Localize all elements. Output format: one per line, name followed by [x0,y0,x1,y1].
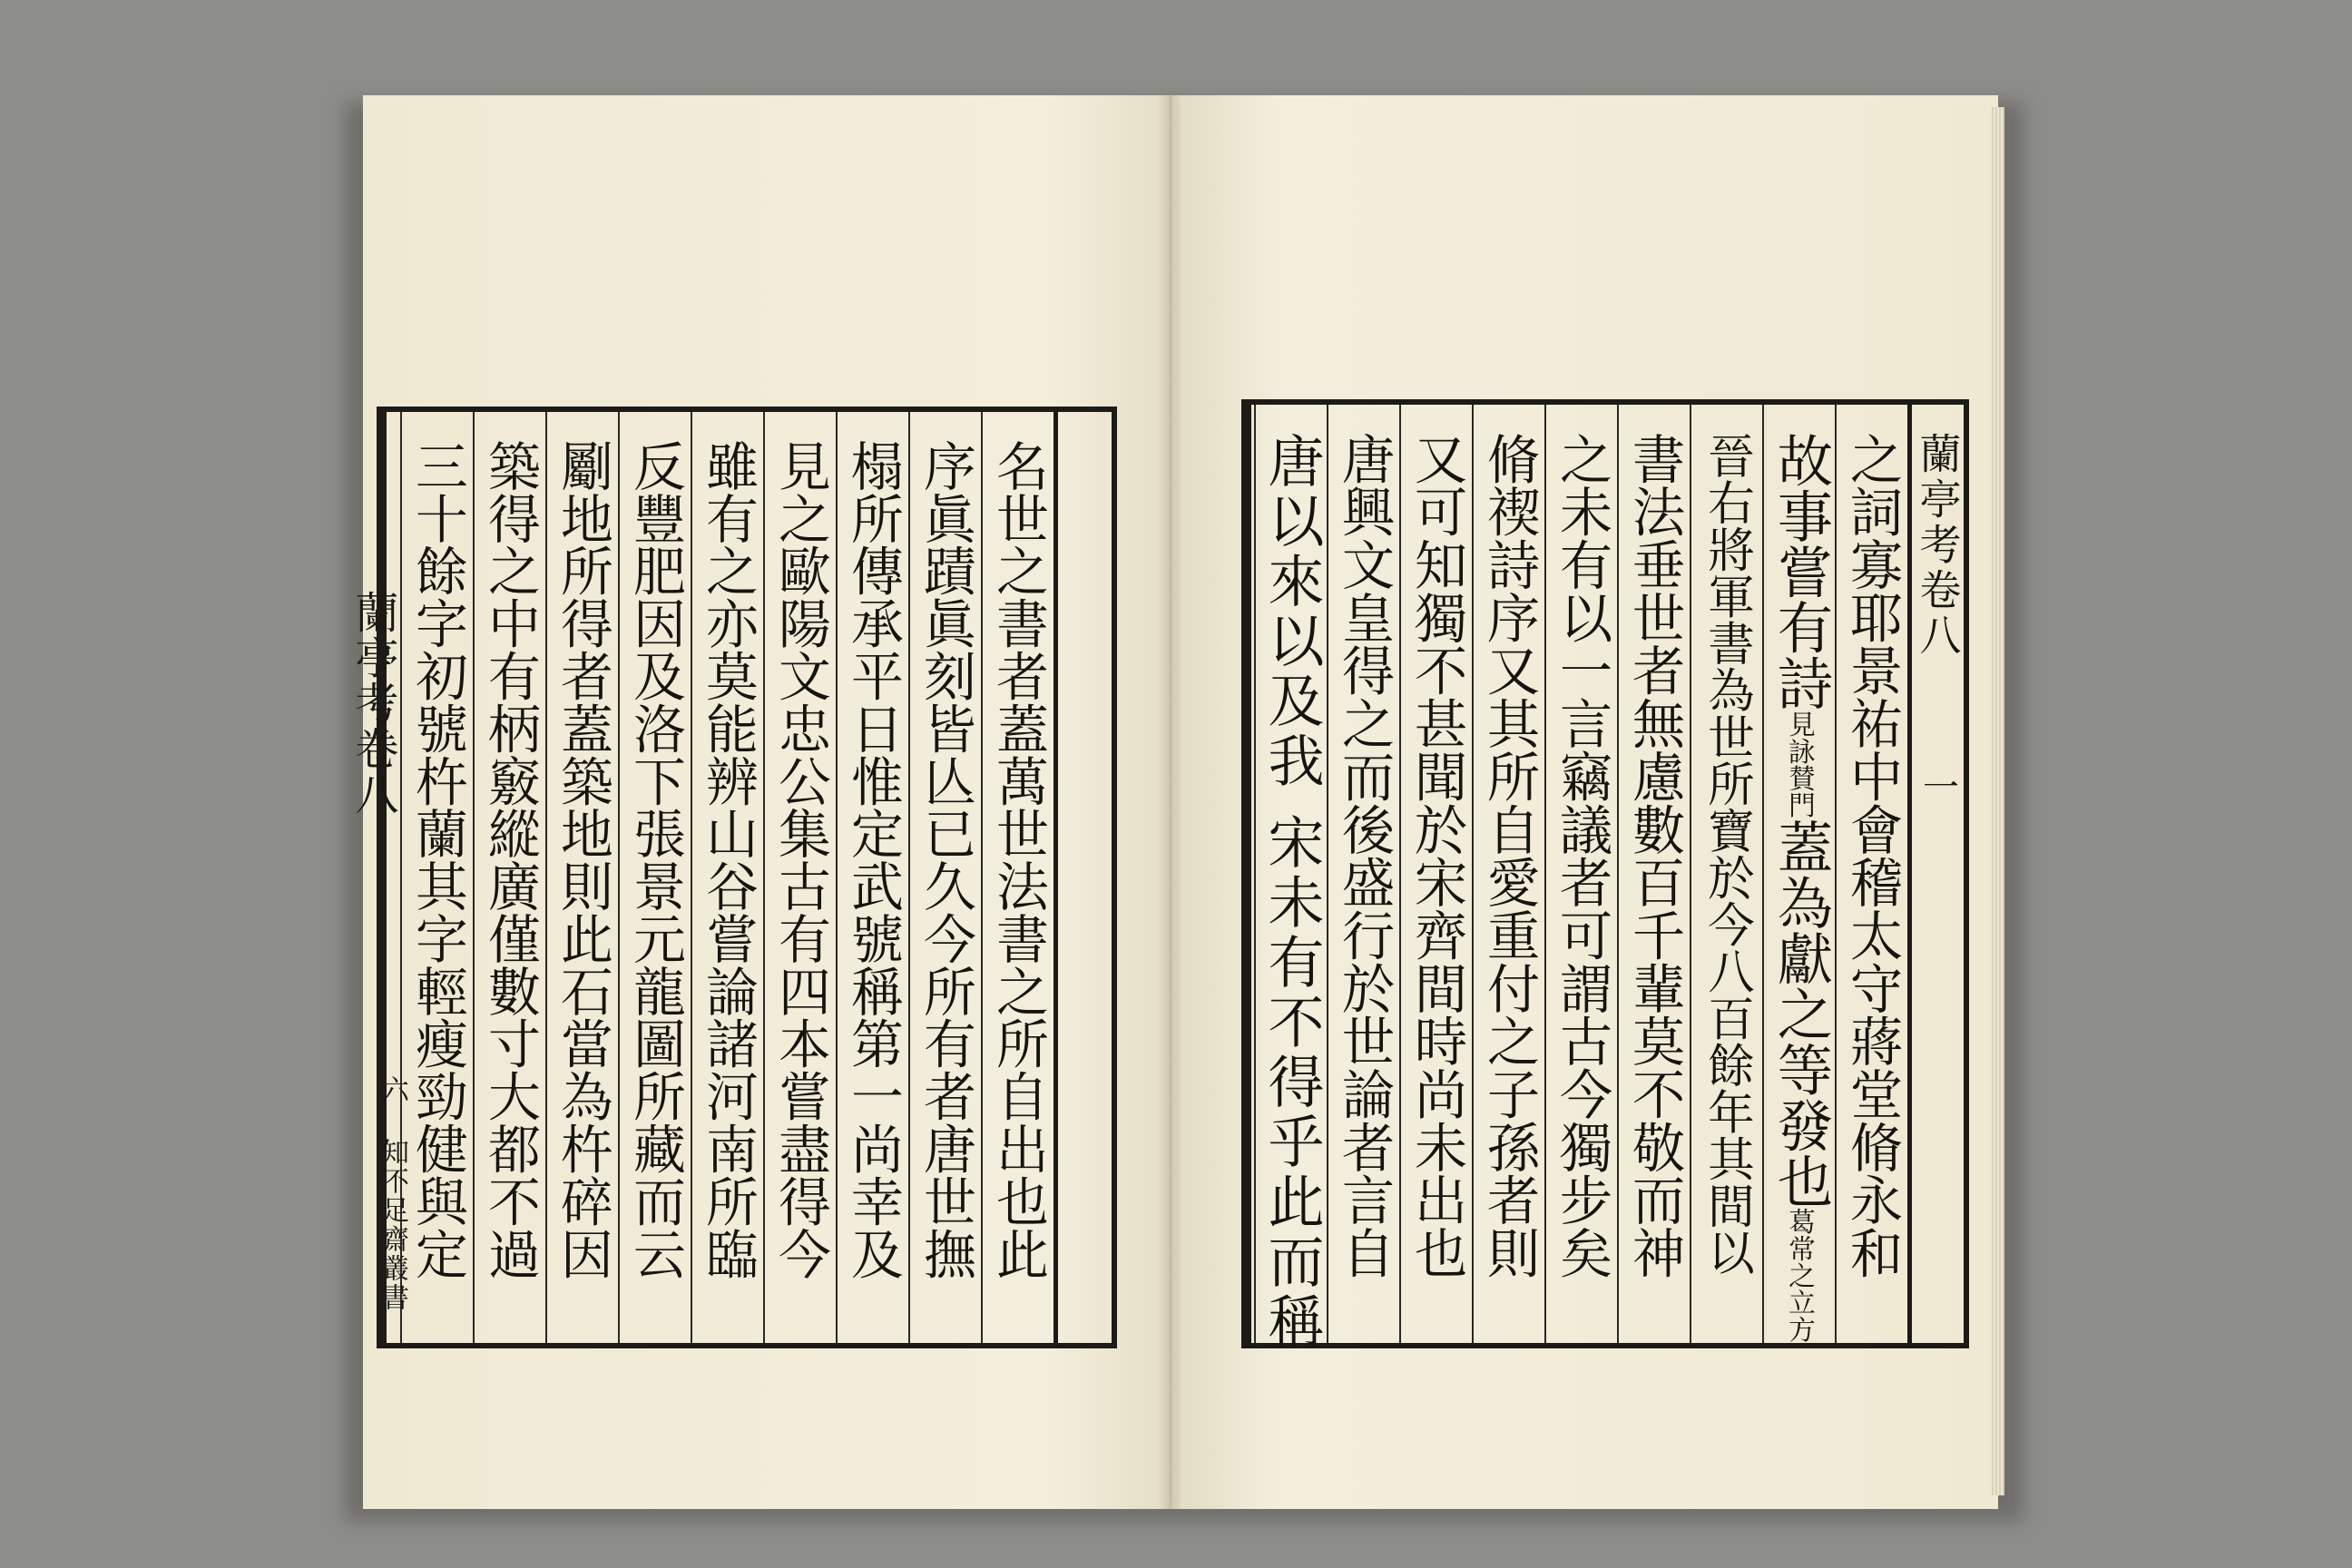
text-column: 之詞寡耶景祐中會稽太守蔣堂脩永和 [1841,432,1903,1279]
left-col-2 [908,412,981,1343]
annotation-note: 葛常之立方 [1784,1208,1816,1343]
right-title-strip [1907,405,1964,1343]
left-col-4 [763,412,836,1343]
leaf-number: 一 [1916,768,1959,808]
left-col-5 [691,412,763,1343]
left-col-3 [836,412,908,1343]
page-edge-stack [1992,107,2004,1495]
text-column: 宋未有不得乎此而稱 [1259,813,1325,1352]
text-column: 唐興文皇得之而後盛行於世論者言自 [1333,432,1395,1279]
right-col-2 [1762,405,1835,1343]
left-title-column [348,590,397,817]
left-margin-strip [1054,412,1112,1343]
left-col-8 [473,412,545,1343]
text-column: 劚地所得者蓋築地則此石當為杵碎因 [552,439,613,1280]
text-column: 見之歐陽文忠公集古有四本嘗盡得今 [769,439,831,1280]
left-text-frame [377,407,1117,1348]
annotation-note: 見詠賛門 [1784,710,1816,818]
right-col-8 [1327,405,1399,1343]
right-frame-edge [1247,405,1254,1343]
left-col-6 [618,412,691,1343]
left-col-7 [545,412,618,1343]
text-column: 書法垂世者無慮數百千輩莫不敬而神 [1623,432,1685,1279]
text-column: 之未有以一言竊議者可謂古今獨步矣 [1551,432,1612,1279]
text-column: 榻所傳承平日惟定武號稱第一尚幸及 [842,439,904,1280]
text-column: 故事嘗有詩 [1768,432,1832,710]
text-column: 名世之書者蓋萬世法書之所自出也此 [987,439,1049,1280]
book-title: 蘭亭考卷八 [348,590,398,817]
leaf-number: 六 [377,1075,408,1104]
book-spine [1158,95,1183,1509]
text-column: 脩禊詩序又其所自愛重付之子孫者則 [1478,432,1540,1279]
text-column: 三十餘字初號杵蘭其字輕瘦勁健與定 [407,439,468,1280]
left-publisher-column [376,1075,408,1312]
text-column: 蓋為獻之等發也 [1768,818,1832,1209]
right-text-frame [1241,399,1969,1352]
left-col-1 [981,412,1054,1343]
right-col-3 [1690,405,1762,1343]
text-column: 築得之中有柄竅縱廣僅數寸大都不過 [479,439,541,1280]
book-title: 蘭亭考卷八 [1913,432,1963,659]
text-column: 序眞蹟眞刻皆亾已久今所有者唐世撫 [915,439,976,1280]
right-col-1 [1835,405,1907,1343]
text-column: 反豐肥因及洛下張景元龍圖所藏而云 [624,439,686,1280]
right-col-4 [1617,405,1690,1343]
text-column: 雖有之亦莫能辨山谷嘗論諸河南所臨 [697,439,759,1280]
right-col-9 [1254,405,1327,1352]
text-column: 晉右將軍書為世所寶於今八百餘年其間以 [1700,432,1754,1276]
publisher-name: 知不足齋叢書 [377,1138,408,1312]
right-col-5 [1544,405,1617,1343]
right-col-6 [1472,405,1544,1343]
text-column: 又可知獨不甚聞於宋齊間時尚未出也 [1406,432,1467,1279]
text-column: 唐以來以及我 [1259,432,1325,791]
right-col-7 [1399,405,1472,1343]
left-col-9 [400,412,473,1343]
